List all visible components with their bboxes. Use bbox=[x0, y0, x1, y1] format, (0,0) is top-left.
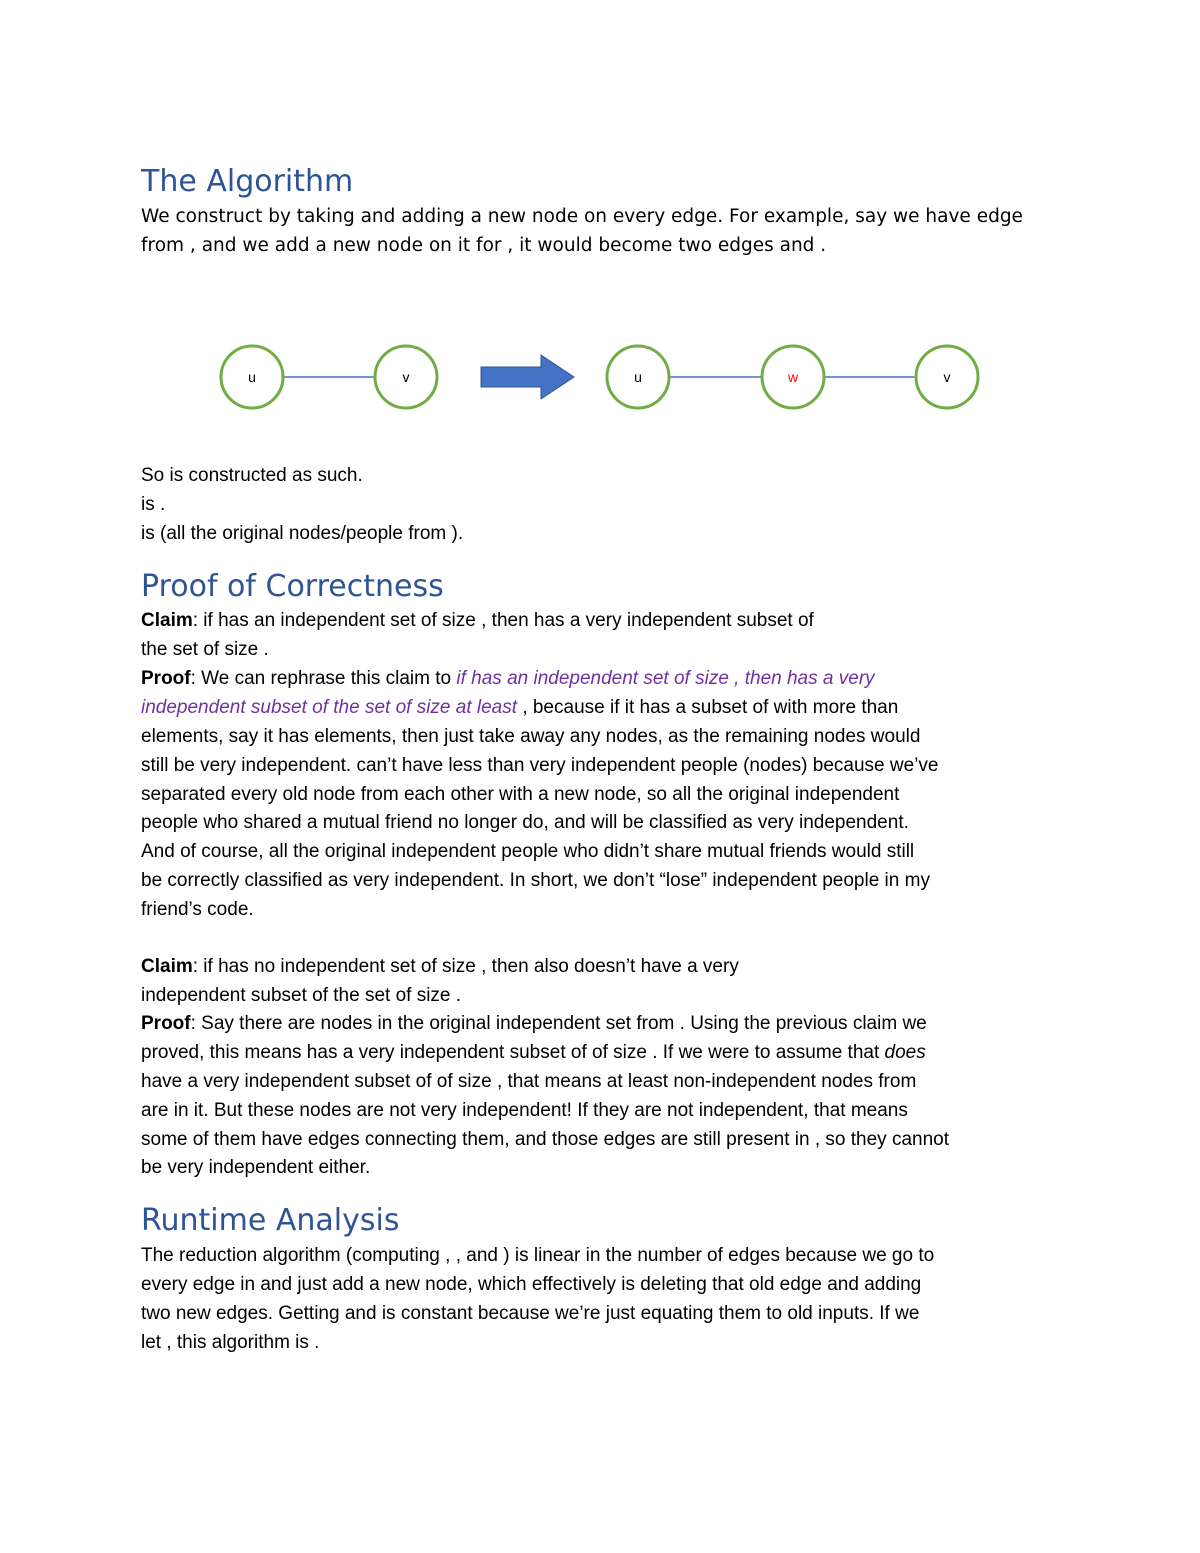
node-v-after-label: v bbox=[943, 369, 951, 385]
proof2-line-2 bbox=[141, 1039, 926, 1067]
claim1-line-2: the set of size . bbox=[141, 639, 269, 660]
algorithm-line-2: from , and we add a new node on it for , it would become two edges and . bbox=[141, 235, 827, 256]
proof2-line-3: have a very independent subset of of size , that means at least non-independent nodes from bbox=[141, 1071, 917, 1092]
claim2-line-1 bbox=[141, 953, 739, 981]
proof1-line-2 bbox=[141, 694, 898, 722]
proof2-line-6: be very independent either. bbox=[141, 1157, 371, 1178]
claim1-text-1: : if has an independent set of size , then has a very independent subset of bbox=[192, 610, 814, 631]
construction-line-3: is (all the original nodes/people from ). bbox=[141, 523, 464, 544]
proof1-line-9: friend’s code. bbox=[141, 899, 254, 920]
proof1-text-2: , because if it has a subset of with more than bbox=[522, 697, 899, 718]
proof2-line-5: some of them have edges connecting them, and those edges are still present in , so they cannot bbox=[141, 1129, 949, 1150]
proof1-label: Proof bbox=[141, 668, 191, 689]
node-v-before-label: v bbox=[402, 369, 410, 385]
proof1-line-1 bbox=[141, 665, 875, 693]
construction-line-2: is . bbox=[141, 494, 166, 515]
proof1-line-7: And of course, all the original independent people who didn’t share mutual friends would still bbox=[141, 841, 915, 862]
proof2-text-1: : Say there are nodes in the original independent set from . Using the previous claim we bbox=[190, 1013, 927, 1034]
proof2-label: Proof bbox=[141, 1013, 191, 1034]
runtime-line-1: The reduction algorithm (computing , , and ) is linear in the number of edges because we go to bbox=[141, 1245, 935, 1266]
proof2-text-2: proved, this means has a very independent subset of of size . If we were to assume that bbox=[141, 1042, 885, 1063]
proof1-line-3: elements, say it has elements, then just take away any nodes, as the remaining nodes would bbox=[141, 726, 921, 747]
claim2-line-2: independent subset of the set of size . bbox=[141, 985, 462, 1006]
claim2-text-1: : if has no independent set of size , then also doesn’t have a very bbox=[192, 956, 739, 977]
node-u-before-label: u bbox=[248, 369, 256, 385]
heading-the-algorithm: The Algorithm bbox=[141, 164, 354, 199]
proof1-line-8: be correctly classified as very independent. In short, we don’t “lose” independent people in my bbox=[141, 870, 930, 891]
proof1-line-4: still be very independent. can’t have less than very independent people (nodes) because we’ve bbox=[141, 755, 939, 776]
proof1-text-1: : We can rephrase this claim to bbox=[190, 668, 457, 689]
proof2-does-italic: does bbox=[884, 1042, 926, 1063]
claim1-line-1 bbox=[141, 607, 814, 635]
proof1-line-5: separated every old node from each other with a new node, so all the original independent bbox=[141, 784, 900, 805]
proof1-line-6: people who shared a mutual friend no longer do, and will be classified as very independent. bbox=[141, 812, 909, 833]
transform-arrow-icon bbox=[481, 355, 574, 399]
algorithm-line-1: We construct by taking and adding a new node on every edge. For example, say we have edge bbox=[141, 206, 1023, 227]
claim1-label: Claim bbox=[141, 610, 193, 631]
claim2-label: Claim bbox=[141, 956, 193, 977]
runtime-line-4: let , this algorithm is . bbox=[141, 1332, 320, 1353]
proof2-line-1 bbox=[141, 1010, 927, 1038]
node-w-after-label: w bbox=[787, 369, 799, 385]
proof2-line-4: are in it. But these nodes are not very independent! If they are not independent, that means bbox=[141, 1100, 908, 1121]
runtime-line-2: every edge in and just add a new node, which effectively is deleting that old edge and adding bbox=[141, 1274, 922, 1295]
proof1-rephrase-1: if has an independent set of size , then has a very bbox=[456, 668, 875, 689]
proof1-rephrase-2: independent subset of the set of size at least bbox=[141, 697, 523, 718]
runtime-line-3: two new edges. Getting and is constant because we’re just equating them to old inputs. If we bbox=[141, 1303, 920, 1324]
node-u-after-label: u bbox=[634, 369, 642, 385]
heading-runtime-analysis: Runtime Analysis bbox=[141, 1203, 400, 1238]
construction-line-1: So is constructed as such. bbox=[141, 465, 363, 486]
heading-proof-of-correctness: Proof of Correctness bbox=[141, 569, 444, 604]
